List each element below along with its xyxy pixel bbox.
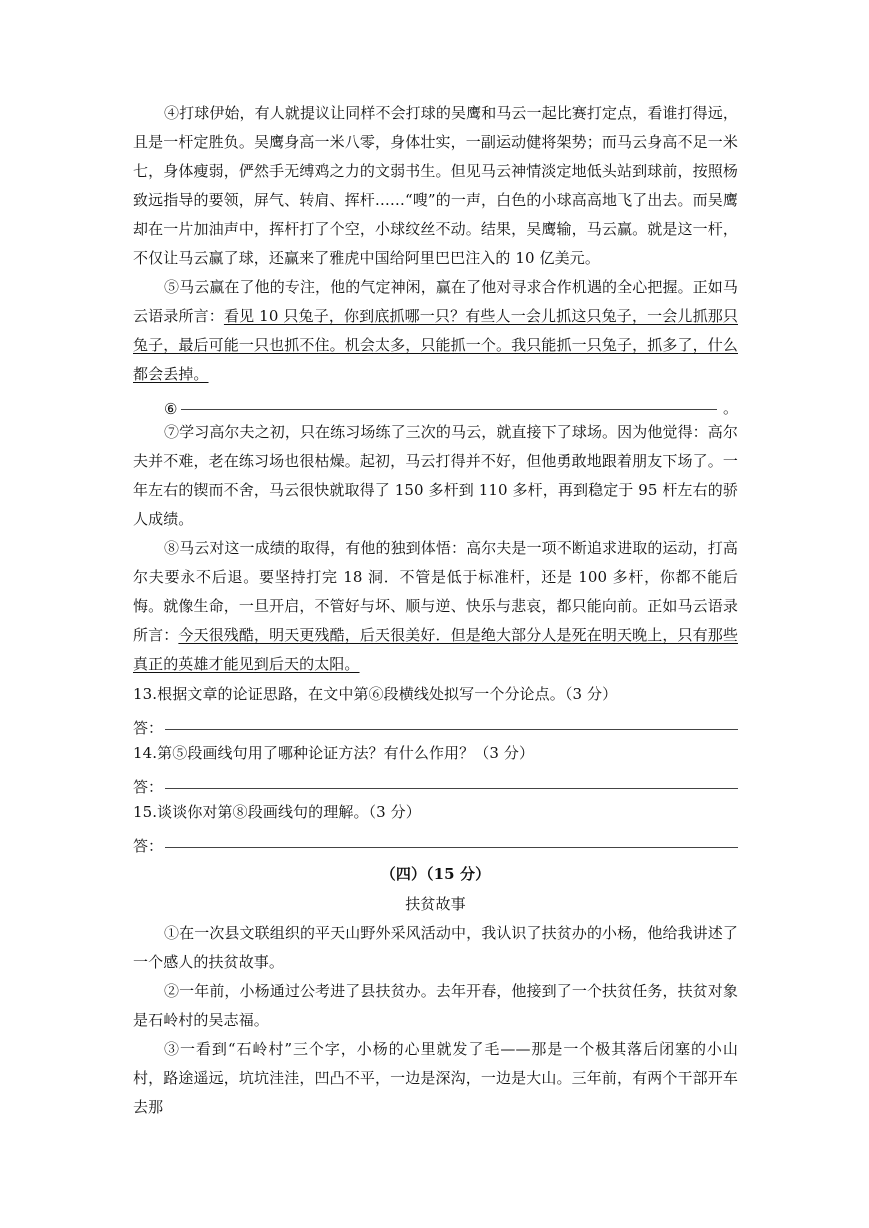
- paragraph-7: ⑦学习高尔夫之初，只在练习场练了三次的马云，就直接下了球场。因为他觉得：高尔夫并不难，老在练习场也很枯燥。起初，马云打得并不好，但他勇敢地跟着朋友下场了。一年左右的锲而不舍，马云很快就取得了 150 多杆到 110 多杆，再到稳定于 95 杆左右的骄人成绩。: [133, 423, 738, 528]
- paragraph-5-text: ⑤马云赢在了他的专注，他的气定神闲，赢在了他对寻求合作机遇的全心把握。正如马云语录所言：: [133, 278, 738, 325]
- paragraph-5-underlined-quote: 看见 10 只兔子，你到底抓哪一只？有些人一会儿抓这只兔子，一会儿抓那只兔子，最后可能一只也抓不住。机会太多，只能抓一个。我只能抓一只兔子，抓多了，什么都会丢掉。: [133, 307, 738, 383]
- answer-14: [133, 768, 738, 797]
- paragraph-8-text: ⑧马云对这一成绩的取得，有他的独到体悟：高尔夫是一项不断追求进取的运动，打高尔夫要永不后退。要坚持打完 18 洞．不管是低于标准杆，还是 100 多杆，你都不能后悔。就像生命，一旦开启，不管好与坏、顺与逆、快乐与悲哀，都只能向前。正如马云语录所言：: [133, 539, 738, 644]
- answer-15-label: 答：: [133, 837, 164, 855]
- answer-14-label: 答：: [133, 778, 164, 796]
- story-title: 扶贫故事: [405, 895, 466, 913]
- paragraph-6-end-mark: 。: [722, 399, 738, 417]
- paragraph-5: [133, 273, 738, 389]
- answer-14-line[interactable]: [165, 788, 738, 789]
- paragraph-6-blank: [133, 389, 738, 418]
- answer-15-line[interactable]: [165, 847, 738, 848]
- question-15: 15.谈谈你对第⑧段画线句的理解。（3 分）: [133, 803, 421, 821]
- paragraph-6-marker: ⑥: [164, 400, 178, 418]
- answer-13-label: 答：: [133, 719, 164, 737]
- story-paragraph-3: ③一看到“石岭村”三个字，小杨的心里就发了毛——那是一个极其落后闭塞的小山村，路途遥远，坑坑洼洼，凹凸不平，一边是深沟，一边是大山。三年前，有两个干部开车去那: [133, 1040, 738, 1116]
- answer-13: [133, 709, 738, 738]
- answer-15: [133, 827, 738, 856]
- question-14: 14.第⑤段画线句用了哪种论证方法？有什么作用？（3 分）: [133, 744, 535, 762]
- question-13: 13.根据文章的论证思路，在文中第⑥段横线处拟写一个分论点。（3 分）: [133, 685, 618, 703]
- answer-13-line[interactable]: [165, 729, 738, 730]
- paragraph-6-fill-line[interactable]: [181, 409, 717, 410]
- story-paragraph-2: ②一年前，小杨通过公考进了县扶贫办。去年开春，他接到了一个扶贫任务，扶贫对象是石岭村的吴志福。: [133, 982, 738, 1029]
- section-4-heading: （四）（15 分）: [380, 865, 491, 883]
- paragraph-8-underlined-quote: 今天很残酷，明天更残酷，后天很美好．但是绝大部分人是死在明天晚上，只有那些真正的英雄才能见到后天的太阳。: [133, 626, 738, 673]
- story-paragraph-1: ①在一次县文联组织的平天山野外采风活动中，我认识了扶贫办的小杨，他给我讲述了一个感人的扶贫故事。: [133, 924, 738, 971]
- paragraph-4: ④打球伊始，有人就提议让同样不会打球的吴鹰和马云一起比赛打定点，看谁打得远，且是一杆定胜负。吴鹰身高一米八零，身体壮实，一副运动健将架势；而马云身高不足一米七，身体瘦弱，俨然手无缚鸡之力的文弱书生。但见马云神情淡定地低头站到球前，按照杨致远指导的要领，屏气、转肩、挥杆……“嗖”的一声，白色的小球高高地飞了出去。而吴鹰却在一片加油声中，挥杆打了个空，小球纹丝不动。结果，吴鹰输，马云赢。就是这一杆，不仅让马云赢了球，还赢来了雅虎中国给阿里巴巴注入的 10 亿美元。: [133, 104, 738, 267]
- paragraph-8: [133, 534, 738, 679]
